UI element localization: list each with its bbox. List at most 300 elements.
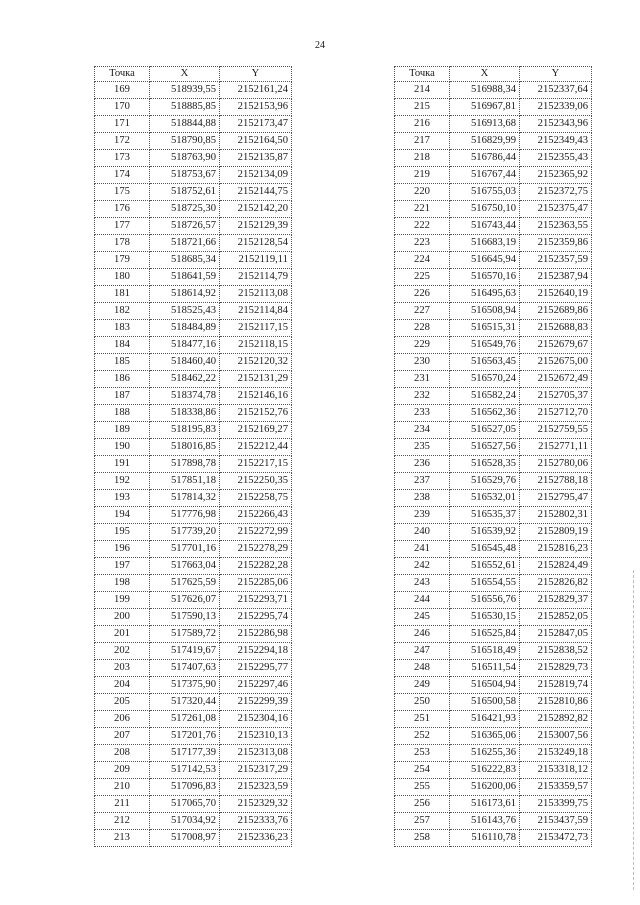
table-row: [95, 150, 292, 167]
y-coordinate-cell: 2152258,75: [220, 490, 292, 507]
header-point: Точка: [395, 67, 450, 82]
table-row: [95, 558, 292, 575]
table-row: [95, 779, 292, 796]
y-coordinate-cell: 2152387,94: [520, 269, 592, 286]
table-row: [395, 524, 592, 541]
table-row: [95, 677, 292, 694]
x-coordinate-cell: 516913,68: [450, 116, 520, 133]
x-coordinate-cell: 516173,61: [450, 796, 520, 813]
x-coordinate-cell: 518374,78: [150, 388, 220, 405]
point-number-cell: 201: [95, 626, 150, 643]
point-number-cell: 237: [395, 473, 450, 490]
scan-edge-line: [633, 570, 634, 890]
point-number-cell: 208: [95, 745, 150, 762]
point-number-cell: 180: [95, 269, 150, 286]
y-coordinate-cell: 2152689,86: [520, 303, 592, 320]
y-coordinate-cell: 2152333,76: [220, 813, 292, 830]
y-coordinate-cell: 2152363,55: [520, 218, 592, 235]
table-row: [95, 371, 292, 388]
point-number-cell: 193: [95, 490, 150, 507]
table-row: [395, 252, 592, 269]
x-coordinate-cell: 516743,44: [450, 218, 520, 235]
y-coordinate-cell: 2152336,23: [220, 830, 292, 847]
x-coordinate-cell: 516554,55: [450, 575, 520, 592]
y-coordinate-cell: 2152343,96: [520, 116, 592, 133]
x-coordinate-cell: 516562,36: [450, 405, 520, 422]
y-coordinate-cell: 2152217,15: [220, 456, 292, 473]
table-row: [395, 167, 592, 184]
x-coordinate-cell: 516200,06: [450, 779, 520, 796]
table-row: [95, 745, 292, 762]
y-coordinate-cell: 2152788,18: [520, 473, 592, 490]
point-number-cell: 256: [395, 796, 450, 813]
table-row: [395, 337, 592, 354]
y-coordinate-cell: 2152771,11: [520, 439, 592, 456]
x-coordinate-cell: 518763,90: [150, 150, 220, 167]
point-number-cell: 206: [95, 711, 150, 728]
point-number-cell: 198: [95, 575, 150, 592]
y-coordinate-cell: 2152152,76: [220, 405, 292, 422]
table-row: [395, 354, 592, 371]
y-coordinate-cell: 2152266,43: [220, 507, 292, 524]
table-row: [395, 99, 592, 116]
point-number-cell: 234: [395, 422, 450, 439]
x-coordinate-cell: 516786,44: [450, 150, 520, 167]
table-row: [95, 813, 292, 830]
point-number-cell: 231: [395, 371, 450, 388]
x-coordinate-cell: 516988,34: [450, 82, 520, 99]
point-number-cell: 212: [95, 813, 150, 830]
y-coordinate-cell: 2152705,37: [520, 388, 592, 405]
point-number-cell: 171: [95, 116, 150, 133]
y-coordinate-cell: 2152672,49: [520, 371, 592, 388]
table-row: [95, 252, 292, 269]
x-coordinate-cell: 516645,94: [450, 252, 520, 269]
table-row: [95, 337, 292, 354]
table-row: [95, 643, 292, 660]
point-number-cell: 233: [395, 405, 450, 422]
point-number-cell: 242: [395, 558, 450, 575]
table-row: [395, 388, 592, 405]
x-coordinate-cell: 517201,76: [150, 728, 220, 745]
table-row: [95, 388, 292, 405]
table-row: [95, 592, 292, 609]
table-row: [95, 184, 292, 201]
point-number-cell: 207: [95, 728, 150, 745]
point-number-cell: 195: [95, 524, 150, 541]
point-number-cell: 192: [95, 473, 150, 490]
y-coordinate-cell: 2152120,32: [220, 354, 292, 371]
y-coordinate-cell: 2152838,52: [520, 643, 592, 660]
point-number-cell: 191: [95, 456, 150, 473]
y-coordinate-cell: 2152117,15: [220, 320, 292, 337]
x-coordinate-cell: 516421,93: [450, 711, 520, 728]
point-number-cell: 241: [395, 541, 450, 558]
x-coordinate-cell: 516582,24: [450, 388, 520, 405]
table-row: [95, 524, 292, 541]
x-coordinate-cell: 516530,15: [450, 609, 520, 626]
table-row: [95, 99, 292, 116]
table-row: [95, 660, 292, 677]
point-number-cell: 179: [95, 252, 150, 269]
point-number-cell: 213: [95, 830, 150, 847]
x-coordinate-cell: 516500,58: [450, 694, 520, 711]
table-row: [395, 320, 592, 337]
point-number-cell: 187: [95, 388, 150, 405]
x-coordinate-cell: 516535,37: [450, 507, 520, 524]
table-row: [395, 575, 592, 592]
point-number-cell: 223: [395, 235, 450, 252]
x-coordinate-cell: 516683,19: [450, 235, 520, 252]
point-number-cell: 245: [395, 609, 450, 626]
table-row: [395, 728, 592, 745]
x-coordinate-cell: 518726,57: [150, 218, 220, 235]
table-row: [395, 762, 592, 779]
point-number-cell: 218: [395, 150, 450, 167]
y-coordinate-cell: 2152114,84: [220, 303, 292, 320]
y-coordinate-cell: 2152286,98: [220, 626, 292, 643]
table-row: [95, 303, 292, 320]
y-coordinate-cell: 2153437,59: [520, 813, 592, 830]
y-coordinate-cell: 2152153,96: [220, 99, 292, 116]
y-coordinate-cell: 2152134,09: [220, 167, 292, 184]
y-coordinate-cell: 2152313,08: [220, 745, 292, 762]
table-row: [395, 660, 592, 677]
y-coordinate-cell: 2152131,29: [220, 371, 292, 388]
point-number-cell: 185: [95, 354, 150, 371]
table-row: [95, 490, 292, 507]
x-coordinate-cell: 518460,40: [150, 354, 220, 371]
y-coordinate-cell: 2152802,31: [520, 507, 592, 524]
x-coordinate-cell: 518195,83: [150, 422, 220, 439]
x-coordinate-cell: 516365,06: [450, 728, 520, 745]
x-coordinate-cell: 516556,76: [450, 592, 520, 609]
y-coordinate-cell: 2152294,18: [220, 643, 292, 660]
x-coordinate-cell: 517626,07: [150, 592, 220, 609]
table-row: [95, 422, 292, 439]
x-coordinate-cell: 516829,99: [450, 133, 520, 150]
y-coordinate-cell: 2152164,50: [220, 133, 292, 150]
y-coordinate-cell: 2152250,35: [220, 473, 292, 490]
x-coordinate-cell: 518721,66: [150, 235, 220, 252]
table-row: [395, 745, 592, 762]
point-number-cell: 174: [95, 167, 150, 184]
table-row: [395, 779, 592, 796]
table-row: [395, 303, 592, 320]
point-number-cell: 204: [95, 677, 150, 694]
y-coordinate-cell: 2152278,29: [220, 541, 292, 558]
point-number-cell: 254: [395, 762, 450, 779]
x-coordinate-cell: 517065,70: [150, 796, 220, 813]
x-coordinate-cell: 516539,92: [450, 524, 520, 541]
x-coordinate-cell: 518614,92: [150, 286, 220, 303]
point-number-cell: 178: [95, 235, 150, 252]
x-coordinate-cell: 517142,53: [150, 762, 220, 779]
point-number-cell: 176: [95, 201, 150, 218]
x-coordinate-cell: 516570,16: [450, 269, 520, 286]
header-y: Y: [220, 67, 292, 82]
y-coordinate-cell: 2152119,11: [220, 252, 292, 269]
x-coordinate-cell: 517177,39: [150, 745, 220, 762]
table-row: [395, 133, 592, 150]
y-coordinate-cell: 2152829,73: [520, 660, 592, 677]
table-row: [395, 813, 592, 830]
point-number-cell: 220: [395, 184, 450, 201]
point-number-cell: 219: [395, 167, 450, 184]
x-coordinate-cell: 518685,34: [150, 252, 220, 269]
x-coordinate-cell: 516527,56: [450, 439, 520, 456]
table-row: [395, 592, 592, 609]
point-number-cell: 197: [95, 558, 150, 575]
table-row: [95, 133, 292, 150]
table-row: [95, 609, 292, 626]
y-coordinate-cell: 2152118,15: [220, 337, 292, 354]
point-number-cell: 246: [395, 626, 450, 643]
table-row: [395, 541, 592, 558]
coordinates-table-left: [94, 66, 292, 847]
y-coordinate-cell: 2152359,86: [520, 235, 592, 252]
x-coordinate-cell: 516222,83: [450, 762, 520, 779]
y-coordinate-cell: 2152310,13: [220, 728, 292, 745]
x-coordinate-cell: 516508,94: [450, 303, 520, 320]
y-coordinate-cell: 2152679,67: [520, 337, 592, 354]
table-row: [95, 473, 292, 490]
table-row: [95, 456, 292, 473]
header-point: Точка: [95, 67, 150, 82]
table-row: [95, 269, 292, 286]
point-number-cell: 235: [395, 439, 450, 456]
x-coordinate-cell: 517701,16: [150, 541, 220, 558]
table-row: [95, 507, 292, 524]
table-row: [395, 218, 592, 235]
x-coordinate-cell: 516967,81: [450, 99, 520, 116]
x-coordinate-cell: 518844,88: [150, 116, 220, 133]
y-coordinate-cell: 2152317,29: [220, 762, 292, 779]
y-coordinate-cell: 2153472,73: [520, 830, 592, 847]
x-coordinate-cell: 516570,24: [450, 371, 520, 388]
y-coordinate-cell: 2152759,55: [520, 422, 592, 439]
x-coordinate-cell: 517407,63: [150, 660, 220, 677]
y-coordinate-cell: 2152128,54: [220, 235, 292, 252]
x-coordinate-cell: 516529,76: [450, 473, 520, 490]
point-number-cell: 203: [95, 660, 150, 677]
y-coordinate-cell: 2152372,75: [520, 184, 592, 201]
y-coordinate-cell: 2152329,32: [220, 796, 292, 813]
x-coordinate-cell: 516504,94: [450, 677, 520, 694]
point-number-cell: 175: [95, 184, 150, 201]
y-coordinate-cell: 2152795,47: [520, 490, 592, 507]
x-coordinate-cell: 516527,05: [450, 422, 520, 439]
y-coordinate-cell: 2152892,82: [520, 711, 592, 728]
table-row: [395, 439, 592, 456]
point-number-cell: 228: [395, 320, 450, 337]
point-number-cell: 226: [395, 286, 450, 303]
coordinates-table-right: [394, 66, 592, 847]
point-number-cell: 251: [395, 711, 450, 728]
point-number-cell: 172: [95, 133, 150, 150]
table-row: [395, 796, 592, 813]
x-coordinate-cell: 518525,43: [150, 303, 220, 320]
table-row: [395, 82, 592, 99]
x-coordinate-cell: 517375,90: [150, 677, 220, 694]
y-coordinate-cell: 2152173,47: [220, 116, 292, 133]
table-row: [95, 405, 292, 422]
x-coordinate-cell: 518462,22: [150, 371, 220, 388]
table-row: [395, 150, 592, 167]
y-coordinate-cell: 2152144,75: [220, 184, 292, 201]
x-coordinate-cell: 517589,72: [150, 626, 220, 643]
point-number-cell: 252: [395, 728, 450, 745]
x-coordinate-cell: 516532,01: [450, 490, 520, 507]
table-row: [395, 371, 592, 388]
table-row: [95, 694, 292, 711]
point-number-cell: 186: [95, 371, 150, 388]
x-coordinate-cell: 517898,78: [150, 456, 220, 473]
point-number-cell: 244: [395, 592, 450, 609]
table-row: [395, 184, 592, 201]
table-row: [395, 116, 592, 133]
table-row: [95, 728, 292, 745]
table-row: [395, 286, 592, 303]
x-coordinate-cell: 516549,76: [450, 337, 520, 354]
table-row: [395, 558, 592, 575]
table-row: [395, 830, 592, 847]
table-row: [95, 354, 292, 371]
y-coordinate-cell: 2152816,23: [520, 541, 592, 558]
y-coordinate-cell: 2152299,39: [220, 694, 292, 711]
point-number-cell: 229: [395, 337, 450, 354]
table-row: [95, 218, 292, 235]
table-row: [395, 643, 592, 660]
header-x: X: [450, 67, 520, 82]
y-coordinate-cell: 2152824,49: [520, 558, 592, 575]
table-row: [395, 456, 592, 473]
table-row: [95, 286, 292, 303]
point-number-cell: 258: [395, 830, 450, 847]
x-coordinate-cell: 517739,20: [150, 524, 220, 541]
table-row: [95, 711, 292, 728]
point-number-cell: 214: [395, 82, 450, 99]
x-coordinate-cell: 516255,36: [450, 745, 520, 762]
table-header-row: [95, 67, 292, 82]
point-number-cell: 182: [95, 303, 150, 320]
point-number-cell: 177: [95, 218, 150, 235]
page-number: 24: [315, 40, 325, 51]
table-row: [95, 626, 292, 643]
y-coordinate-cell: 2152339,06: [520, 99, 592, 116]
y-coordinate-cell: 2152169,27: [220, 422, 292, 439]
y-coordinate-cell: 2152688,83: [520, 320, 592, 337]
x-coordinate-cell: 518753,67: [150, 167, 220, 184]
point-number-cell: 253: [395, 745, 450, 762]
y-coordinate-cell: 2152357,59: [520, 252, 592, 269]
table-row: [95, 82, 292, 99]
y-coordinate-cell: 2152272,99: [220, 524, 292, 541]
table-row: [95, 541, 292, 558]
point-number-cell: 196: [95, 541, 150, 558]
point-number-cell: 249: [395, 677, 450, 694]
x-coordinate-cell: 517096,83: [150, 779, 220, 796]
y-coordinate-cell: 2152640,19: [520, 286, 592, 303]
table-row: [95, 116, 292, 133]
point-number-cell: 239: [395, 507, 450, 524]
y-coordinate-cell: 2152810,86: [520, 694, 592, 711]
y-coordinate-cell: 2152809,19: [520, 524, 592, 541]
y-coordinate-cell: 2152365,92: [520, 167, 592, 184]
y-coordinate-cell: 2152349,43: [520, 133, 592, 150]
table-row: [95, 201, 292, 218]
y-coordinate-cell: 2152282,28: [220, 558, 292, 575]
x-coordinate-cell: 518338,86: [150, 405, 220, 422]
table-row: [395, 626, 592, 643]
y-coordinate-cell: 2152323,59: [220, 779, 292, 796]
x-coordinate-cell: 516563,45: [450, 354, 520, 371]
table-row: [395, 507, 592, 524]
x-coordinate-cell: 518885,85: [150, 99, 220, 116]
y-coordinate-cell: 2152780,06: [520, 456, 592, 473]
y-coordinate-cell: 2152819,74: [520, 677, 592, 694]
y-coordinate-cell: 2153249,18: [520, 745, 592, 762]
point-number-cell: 188: [95, 405, 150, 422]
x-coordinate-cell: 516750,10: [450, 201, 520, 218]
x-coordinate-cell: 517776,98: [150, 507, 220, 524]
point-number-cell: 240: [395, 524, 450, 541]
x-coordinate-cell: 518752,61: [150, 184, 220, 201]
point-number-cell: 217: [395, 133, 450, 150]
point-number-cell: 184: [95, 337, 150, 354]
x-coordinate-cell: 517419,67: [150, 643, 220, 660]
y-coordinate-cell: 2152114,79: [220, 269, 292, 286]
x-coordinate-cell: 517320,44: [150, 694, 220, 711]
point-number-cell: 194: [95, 507, 150, 524]
y-coordinate-cell: 2152712,70: [520, 405, 592, 422]
table-row: [95, 762, 292, 779]
point-number-cell: 210: [95, 779, 150, 796]
y-coordinate-cell: 2153359,57: [520, 779, 592, 796]
header-y: Y: [520, 67, 592, 82]
x-coordinate-cell: 518939,55: [150, 82, 220, 99]
x-coordinate-cell: 516545,48: [450, 541, 520, 558]
y-coordinate-cell: 2152161,24: [220, 82, 292, 99]
point-number-cell: 257: [395, 813, 450, 830]
point-number-cell: 247: [395, 643, 450, 660]
point-number-cell: 221: [395, 201, 450, 218]
point-number-cell: 236: [395, 456, 450, 473]
x-coordinate-cell: 517590,13: [150, 609, 220, 626]
table-row: [395, 473, 592, 490]
table-row: [95, 575, 292, 592]
point-number-cell: 209: [95, 762, 150, 779]
x-coordinate-cell: 517625,59: [150, 575, 220, 592]
y-coordinate-cell: 2152212,44: [220, 439, 292, 456]
x-coordinate-cell: 516110,78: [450, 830, 520, 847]
point-number-cell: 238: [395, 490, 450, 507]
point-number-cell: 189: [95, 422, 150, 439]
x-coordinate-cell: 516528,35: [450, 456, 520, 473]
point-number-cell: 250: [395, 694, 450, 711]
point-number-cell: 169: [95, 82, 150, 99]
table-row: [95, 439, 292, 456]
y-coordinate-cell: 2152293,71: [220, 592, 292, 609]
table-row: [395, 609, 592, 626]
y-coordinate-cell: 2152146,16: [220, 388, 292, 405]
table-row: [95, 320, 292, 337]
x-coordinate-cell: 518790,85: [150, 133, 220, 150]
x-coordinate-cell: 516525,84: [450, 626, 520, 643]
table-row: [95, 235, 292, 252]
table-row: [395, 201, 592, 218]
table-row: [395, 269, 592, 286]
